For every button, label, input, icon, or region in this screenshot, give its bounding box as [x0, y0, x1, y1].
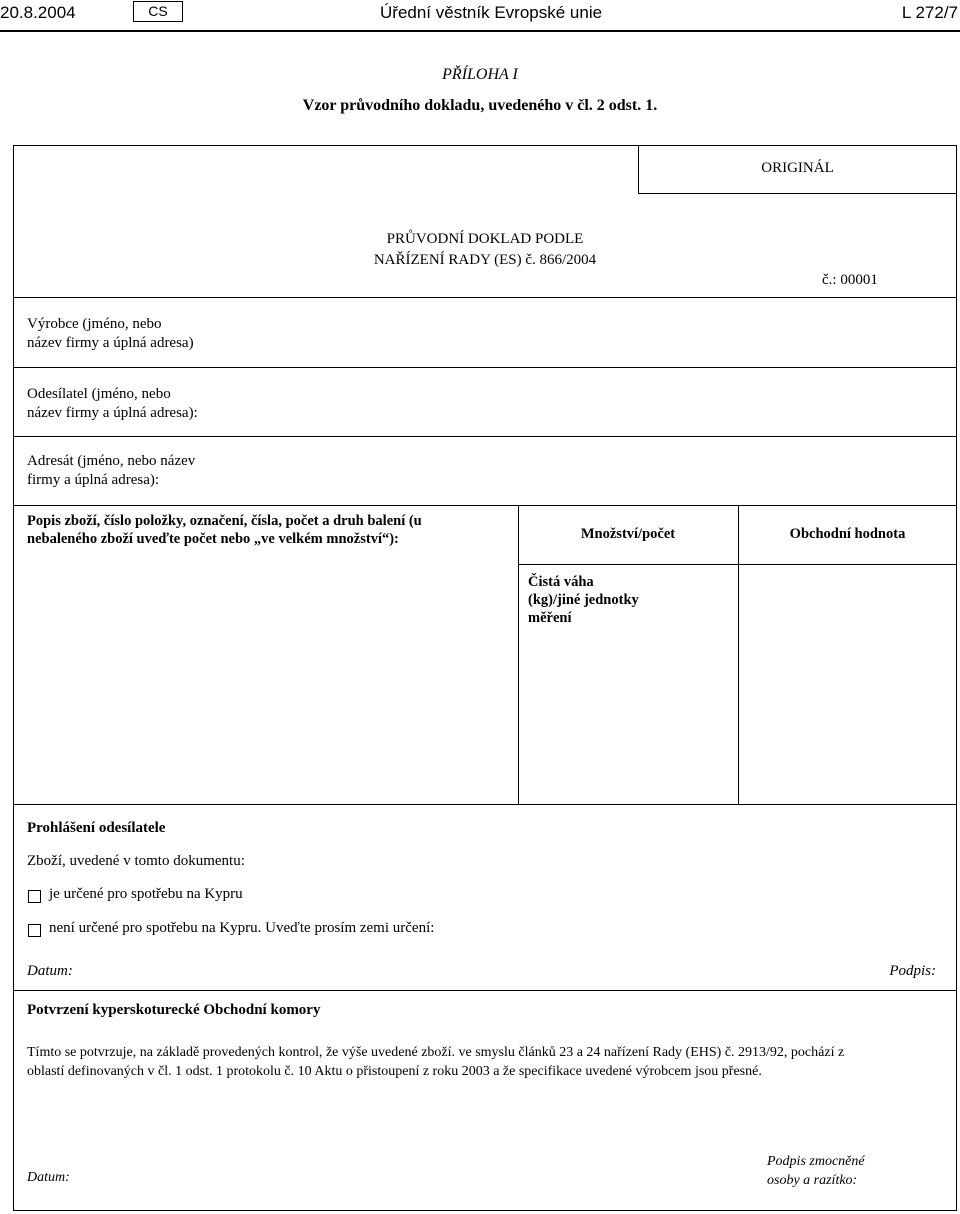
- confirmation-signature-label: [767, 1152, 865, 1190]
- sender-label-line1: Odesílatel (jméno, nebo: [27, 386, 171, 402]
- net-weight-line3: měření: [528, 610, 572, 626]
- goods-row-top: [13, 505, 957, 506]
- header-date: 20.8.2004: [0, 3, 76, 22]
- goods-header-underline: [518, 564, 957, 565]
- language-code-box: [133, 1, 183, 22]
- confirmation-text-line1: Tímto se potvrzuje, na základě provedených kontrol, že výše uvedené zboží. ve smyslu článků 23 a 24 nařízení Rady (EHS) č. 2913/92, pochází z: [27, 1045, 845, 1060]
- consignee-label-line1: Adresát (jméno, nebo název: [27, 453, 196, 469]
- original-box-bottom: [638, 193, 957, 194]
- goods-description-line2: nebaleného zboží uveďte počet nebo „ve velkém množství“):: [27, 531, 399, 547]
- consignee-label: [27, 452, 195, 490]
- confirmation-text: [27, 1043, 952, 1081]
- net-weight-label: [528, 573, 639, 627]
- goods-column-divider-1: [518, 505, 519, 804]
- net-weight-line1: Čistá váha: [528, 574, 594, 590]
- declaration-heading: Prohlášení odesílatele: [27, 820, 166, 836]
- annex-label: PŘÍLOHA I: [442, 66, 518, 83]
- producer-row-top: [13, 297, 957, 298]
- declaration-date-label: Datum:: [27, 963, 73, 979]
- confirmation-heading: Potvrzení kyperskoturecké Obchodní komory: [27, 1002, 321, 1018]
- goods-column-divider-2: [738, 505, 739, 804]
- sender-label: [27, 385, 198, 423]
- option1-checkbox[interactable]: [28, 890, 41, 903]
- confirmation-date-label: Datum:: [27, 1170, 70, 1185]
- original-label: ORIGINÁL: [761, 160, 834, 176]
- sender-row-top: [13, 367, 957, 368]
- declaration-intro: Zboží, uvedené v tomto dokumentu:: [27, 853, 245, 869]
- header-rule: [0, 30, 960, 32]
- goods-description-line1: Popis zboží, číslo položky, označení, čísla, počet a druh balení (u: [27, 513, 422, 529]
- declaration-top: [13, 804, 957, 805]
- producer-label-line2: název firmy a úplná adresa): [27, 335, 194, 351]
- declaration-signature-label: Podpis:: [889, 963, 936, 979]
- language-code: CS: [148, 3, 168, 19]
- goods-description-label: [27, 512, 422, 548]
- producer-label: [27, 315, 194, 353]
- option2-label: není určené pro spotřebu na Kypru. Uveďte prosím zemi určení:: [49, 920, 435, 936]
- consignee-row-top: [13, 436, 957, 437]
- confirmation-signature-line1: Podpis zmocněné: [767, 1154, 865, 1169]
- quantity-label: Množství/počet: [580, 526, 676, 542]
- confirmation-top: [13, 990, 957, 991]
- consignee-label-line2: firmy a úplná adresa):: [27, 472, 160, 488]
- document-number: č.: 00001: [822, 272, 878, 288]
- document-title-line2: NAŘÍZENÍ RADY (ES) č. 866/2004: [373, 252, 597, 268]
- journal-title: Úřední věstník Evropské unie: [380, 3, 603, 22]
- option1-label: je určené pro spotřebu na Kypru: [49, 886, 243, 902]
- option2-checkbox[interactable]: [28, 924, 41, 937]
- page-reference: L 272/7: [901, 3, 958, 22]
- document-title-line1: PRŮVODNÍ DOKLAD PODLE: [386, 231, 584, 247]
- annex-title: Vzor průvodního dokladu, uvedeného v čl. 2 odst. 1.: [302, 97, 658, 114]
- producer-label-line1: Výrobce (jméno, nebo: [27, 316, 162, 332]
- commercial-value-label: Obchodní hodnota: [789, 526, 906, 542]
- confirmation-text-line2: oblastí definovaných v čl. 1 odst. 1 protokolu č. 10 Aktu o přistoupení z roku 2003 a že specifikace uvedené výrobcem jsou přesné.: [27, 1064, 762, 1079]
- net-weight-line2: (kg)/jiné jednotky: [528, 592, 639, 608]
- sender-label-line2: název firmy a úplná adresa):: [27, 405, 198, 421]
- confirmation-signature-line2: osoby a razítko:: [767, 1173, 858, 1188]
